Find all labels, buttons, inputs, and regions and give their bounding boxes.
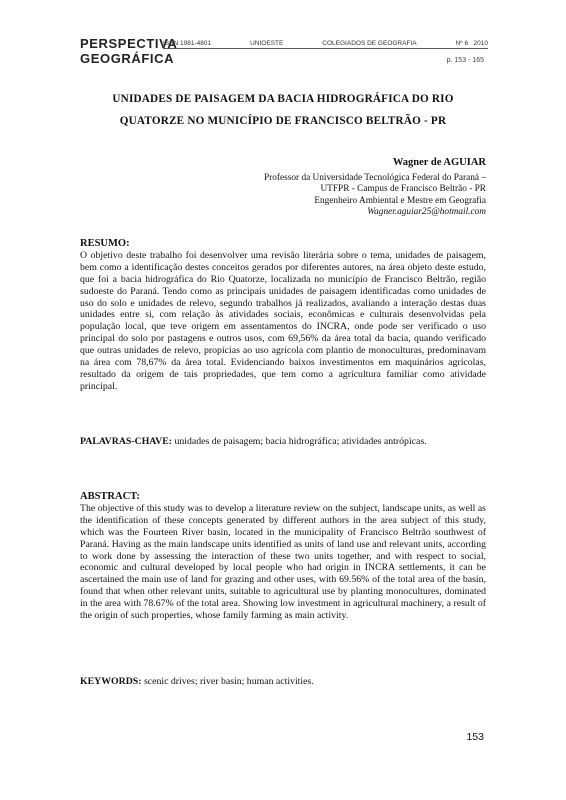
keywords bbox=[80, 676, 486, 688]
page-number: 153 bbox=[466, 731, 484, 743]
resumo-heading: RESUMO: bbox=[80, 238, 130, 249]
issue-number-year bbox=[456, 40, 488, 47]
institution: UNIOESTE bbox=[250, 40, 284, 47]
palavras-chave-label: PALAVRAS-CHAVE: bbox=[80, 436, 172, 447]
author-email: Wagner.aguiar25@hotmail.com bbox=[367, 207, 486, 217]
palavras-chave bbox=[80, 436, 486, 448]
journal-meta-row bbox=[163, 40, 488, 49]
keywords-text: scenic drives; river basin; human activities. bbox=[143, 676, 314, 687]
journal-name-line1: PERSPECTIVA bbox=[80, 36, 178, 51]
issue-number: Nº 6 bbox=[455, 40, 469, 47]
author-name: Wagner de AGUIAR bbox=[392, 157, 486, 168]
author-affiliation-line: Professor da Universidade Tecnológica Federal do Paraná – bbox=[264, 172, 486, 183]
collegiate: COLEGIADOS DE GEOGRAFIA bbox=[322, 40, 417, 47]
paper-title-line1: UNIDADES DE PAISAGEM DA BACIA HIDROGRÁFICA DO RIO bbox=[112, 93, 454, 105]
issn: ISSN 1981-4801 bbox=[163, 40, 212, 47]
resumo-text: O objetivo deste trabalho foi desenvolver uma revisão literária sobre o tema, unidades de paisagem, bem como a identificação destes conceitos gerados por diferentes autores, na área objeto deste estudo, que foi a bacia hidrográfica do Rio Quatorze, localizada no município de Francisco Beltrão, região sudoeste do Paraná. Tendo como as principais unidades de paisagem identificadas como unidades de uso do solo e unidades de relevo, segundo trabalhos já realizados, avaliando a interação destas duas unidades entre si, com relação às atividades sociais, econômicas e culturais desenvolvidas pela população local, que teve origem em assentamentos do INCRA, onde pode ser verificado o uso principal do solo por pastagens e outros usos, com 69,56% da área total da bacia, quando verificado que outras unidades de relevo, propícias ao uso agrícola com plantio de monoculturas, predominavam na área com 78,67% da área total. Evidenciando baixos investimentos em maquinários agrícolas, resultado da origem de tais propriedades, que tem como a agricultura familiar como atividade principal. bbox=[80, 249, 486, 392]
abstract-text: The objective of this study was to develop a literature review on the subject, landscape units, as well as the identification of these concepts generated by different authors in the area subject of this study, which was the Fourteen River basin, located in the municipality of Francisco Beltrão southwest of Paraná. Having as the main landscape units identified as units of land use and relevant units, according to work done by assessing the interaction of these two units together, and with respect to social, economic and cultural developed by local people who had origin in INCRA settlements, it can be ascertained the main use of land for grazing and other uses, with 69.56% of the total area of the basin, found that when other relevant units, suitable to agricultural use by planting monocultures, dominated in the area with 78.67% of the total area. Showing low investment in agricultural machinery, a result of the origin of such properties, whose family farming as main activity. bbox=[80, 502, 486, 622]
author-affiliation-line: UTFPR - Campus de Francisco Beltrão - PR bbox=[320, 184, 486, 194]
journal-name-line2: GEOGRÁFICA bbox=[80, 51, 175, 66]
author-affiliation-line: Engenheiro Ambiental e Mestre em Geografia bbox=[314, 195, 486, 206]
resumo-section bbox=[80, 238, 486, 393]
page-range: p. 153 - 165 bbox=[446, 57, 484, 64]
abstract-section bbox=[80, 491, 486, 622]
abstract-heading: ABSTRACT: bbox=[80, 491, 140, 502]
paper-title-line2: QUATORZE NO MUNICÍPIO DE FRANCISCO BELTRÃO - PR bbox=[119, 115, 447, 127]
palavras-chave-text: unidades de paisagem; bacia hidrográfica; atividades antrópicas. bbox=[174, 436, 427, 447]
keywords-label: KEYWORDS: bbox=[80, 676, 142, 687]
issue-year: 2010 bbox=[473, 40, 488, 47]
paper-title bbox=[80, 88, 486, 132]
author-block bbox=[264, 157, 486, 219]
